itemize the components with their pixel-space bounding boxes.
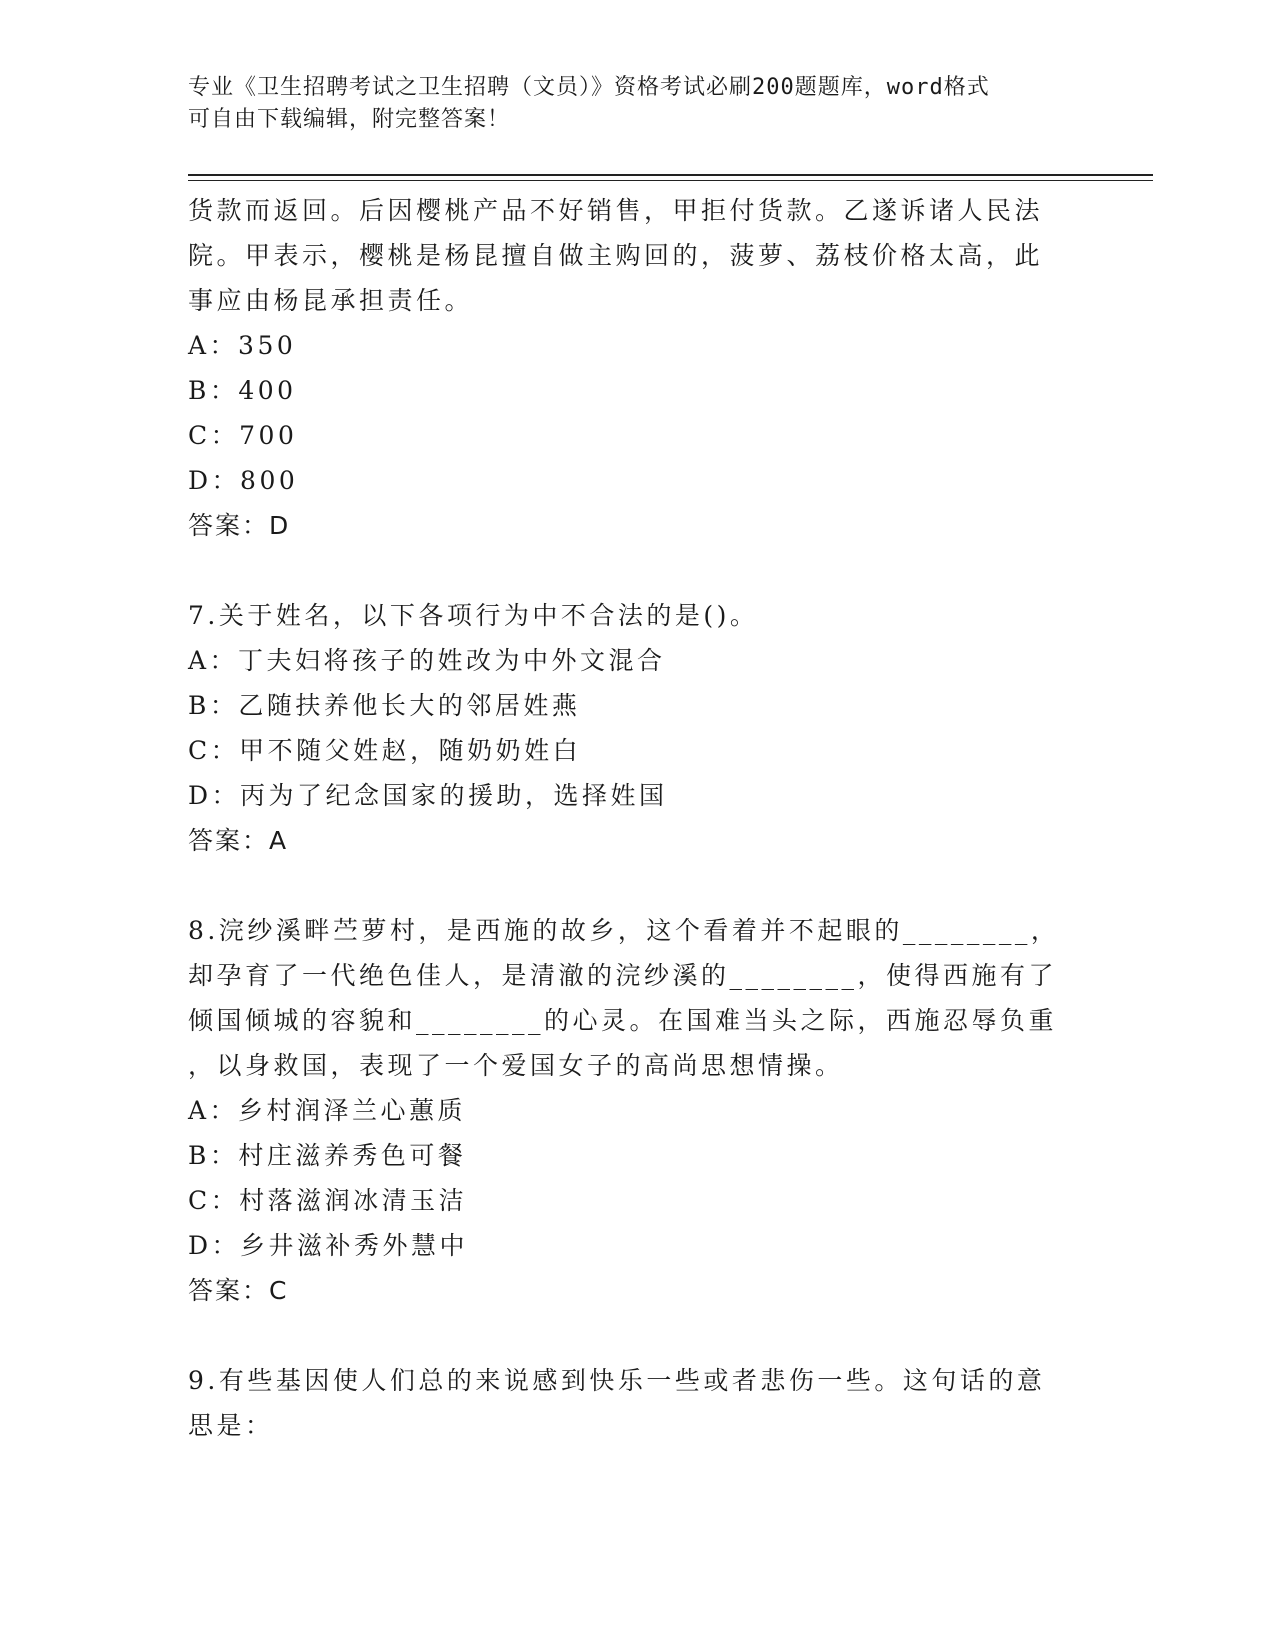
answer-line: 答案：D bbox=[188, 511, 291, 540]
option-b: B：乙随扶养他长大的邻居姓燕 bbox=[188, 691, 581, 720]
option-d: D：丙为了纪念国家的援助，选择姓国 bbox=[188, 781, 668, 810]
question-text-line: ，以身救国，表现了一个爱国女子的高尚思想情操。 bbox=[188, 1051, 844, 1080]
question-text-line: 院。甲表示，樱桃是杨昆擅自做主购回的，菠萝、荔枝价格太高，此 bbox=[188, 241, 1044, 270]
header-divider-thick bbox=[188, 174, 1153, 176]
option-b: B：村庄滋养秀色可餐 bbox=[188, 1141, 467, 1170]
option-c: C：村落滋润冰清玉洁 bbox=[188, 1186, 468, 1215]
question-8 bbox=[188, 908, 1088, 1313]
answer-line: 答案：C bbox=[188, 1276, 289, 1305]
answer-line: 答案：A bbox=[188, 826, 289, 855]
header-title-line1: 专业《卫生招聘考试之卫生招聘（文员）》资格考试必刷200题题库，word格式 bbox=[188, 75, 990, 100]
spacer bbox=[188, 548, 1088, 593]
document-header bbox=[188, 72, 1088, 136]
header-divider-thin bbox=[188, 180, 1153, 181]
question-text-line: 事应由杨昆承担责任。 bbox=[188, 286, 474, 315]
document-body bbox=[188, 188, 1088, 1448]
question-text-line: 8.浣纱溪畔苎萝村，是西施的故乡，这个看着并不起眼的________， bbox=[188, 916, 1060, 945]
question-9 bbox=[188, 1358, 1088, 1448]
spacer bbox=[188, 863, 1088, 908]
option-a: A：350 bbox=[188, 331, 297, 360]
header-title-line2: 可自由下载编辑，附完整答案！ bbox=[188, 107, 511, 132]
question-6 bbox=[188, 188, 1088, 548]
option-a: A：丁夫妇将孩子的姓改为中外文混合 bbox=[188, 646, 666, 675]
question-text-line: 却孕育了一代绝色佳人，是清澈的浣纱溪的________，使得西施有了 bbox=[188, 961, 1058, 990]
option-c: C：700 bbox=[188, 421, 298, 450]
spacer bbox=[188, 1313, 1088, 1358]
option-d: D：乡井滋补秀外慧中 bbox=[188, 1231, 469, 1260]
option-c: C：甲不随父姓赵，随奶奶姓白 bbox=[188, 736, 582, 765]
question-text-line: 7.关于姓名，以下各项行为中不合法的是()。 bbox=[188, 601, 759, 630]
option-a: A：乡村润泽兰心蕙质 bbox=[188, 1096, 467, 1125]
option-b: B：400 bbox=[188, 376, 297, 405]
option-d: D：800 bbox=[188, 466, 299, 495]
question-text-line: 倾国倾城的容貌和________的心灵。在国难当头之际，西施忍辱负重 bbox=[188, 1006, 1058, 1035]
question-text-line: 9.有些基因使人们总的来说感到快乐一些或者悲伤一些。这句话的意 bbox=[188, 1366, 1046, 1395]
question-text-line: 思是： bbox=[188, 1411, 274, 1440]
question-text-line: 货款而返回。后因樱桃产品不好销售，甲拒付货款。乙遂诉诸人民法 bbox=[188, 196, 1044, 225]
question-7 bbox=[188, 593, 1088, 863]
